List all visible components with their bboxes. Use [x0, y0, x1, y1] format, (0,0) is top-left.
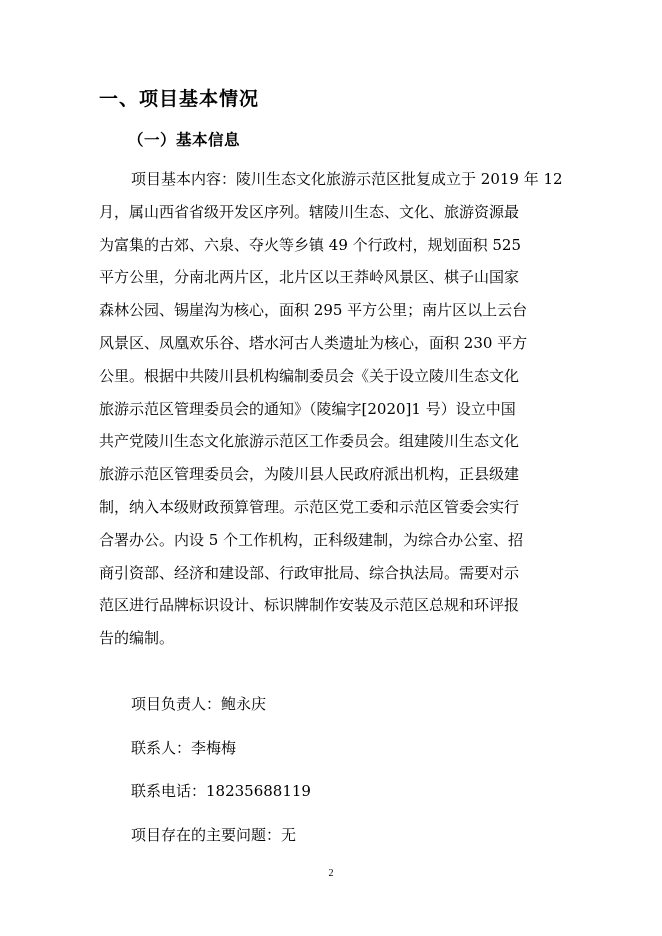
section-heading: 一、项目基本情况 [99, 88, 260, 110]
project-content-paragraph [99, 163, 565, 655]
paragraph-line: 平方公里，分南北两片区，北片区以王莽岭风景区、棋子山国家 [99, 268, 520, 287]
paragraph-line: 旅游示范区管理委员会，为陵川县人民政府派出机构，正县级建 [99, 465, 520, 484]
paragraph-line: 共产党陵川生态文化旅游示范区工作委员会。组建陵川生态文化 [99, 432, 520, 451]
paragraph-line: 月，属山西省省级开发区序列。辖陵川生态、文化、旅游资源最 [99, 202, 520, 221]
contact-person: 联系人：李梅梅 [131, 739, 237, 757]
paragraph-line: 公里。根据中共陵川县机构编制委员会《关于设立陵川生态文化 [99, 366, 520, 385]
main-issues: 项目存在的主要问题：无 [131, 826, 297, 844]
contact-phone: 联系电话：18235688119 [131, 782, 311, 800]
paragraph-line: 森林公园、锡崖沟为核心，面积 295 平方公里；南片区以上云台 [99, 301, 528, 320]
paragraph-line: 商引资部、经济和建设部、行政审批局、综合执法局。需要对示 [99, 563, 520, 582]
page-number: 2 [328, 868, 334, 879]
paragraph-line: 风景区、凤凰欢乐谷、塔水河古人类遗址为核心，面积 230 平方 [99, 333, 528, 352]
paragraph-line: 旅游示范区管理委员会的通知》（陵编字[2020]1 号）设立中国 [99, 399, 516, 418]
paragraph-line: 制，纳入本级财政预算管理。示范区党工委和示范区管委会实行 [99, 497, 520, 516]
paragraph-line: 范区进行品牌标识设计、标识牌制作安装及示范区总规和环评报 [99, 596, 520, 615]
paragraph-line: 项目基本内容：陵川生态文化旅游示范区批复成立于 2019 年 12 [131, 170, 563, 188]
paragraph-line: 为富集的古郊、六泉、夺火等乡镇 49 个行政村，规划面积 525 [99, 235, 522, 254]
subsection-heading: （一）基本信息 [128, 131, 241, 149]
paragraph-line: 合署办公。内设 5 个工作机构，正科级建制，为综合办公室、招 [99, 530, 524, 549]
project-leader: 项目负责人：鲍永庆 [131, 695, 267, 713]
paragraph-line: 告的编制。 [99, 629, 175, 648]
